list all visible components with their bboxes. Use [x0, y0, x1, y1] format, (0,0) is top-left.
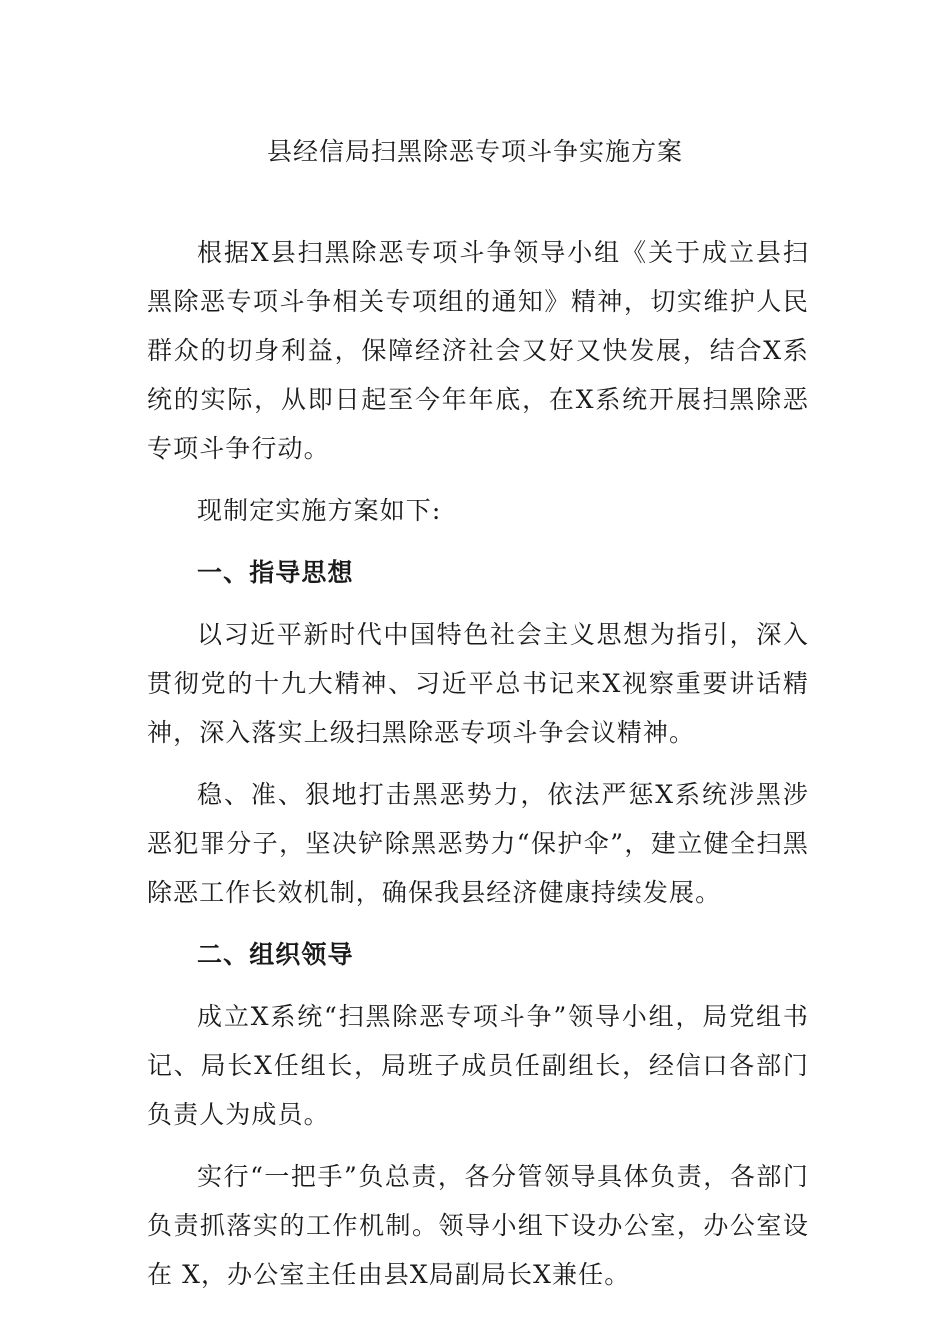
section-heading-organization: 二、组织领导: [197, 940, 354, 969]
section-heading-guiding-ideology: 一、指导思想: [197, 558, 354, 587]
paragraph-organization-1: 成立X系统“扫黑除恶专项斗争”领导小组，局党组书记、局长X任组长，局班子成员任副组长，经信口各部门负责人为成员。: [147, 1002, 809, 1129]
document-title: 县经信局扫黑除恶专项斗争实施方案: [266, 137, 683, 166]
document-body: [147, 228, 809, 1312]
paragraph-plan-lead: 现制定实施方案如下:: [197, 496, 442, 525]
paragraph-organization-2: 实行“一把手”负总责，各分管领导具体负责，各部门负责抓落实的工作机制。领导小组下设办公室，办公室设在 X，办公室主任由县X局副局长X兼任。: [147, 1162, 809, 1289]
paragraph-intro: 根据X县扫黑除恶专项斗争领导小组《关于成立县扫黑除恶专项斗争相关专项组的通知》精神，切实维护人民群众的切身利益，保障经济社会又好又快发展，结合X系统的实际，从即日起至今年年底，在X系统开展扫黑除恶专项斗争行动。: [147, 238, 809, 463]
paragraph-guiding-ideology-1: 以习近平新时代中国特色社会主义思想为指引，深入贯彻党的十九大精神、习近平总书记来X视察重要讲话精神，深入落实上级扫黑除恶专项斗争会议精神。: [147, 620, 809, 747]
paragraph-guiding-ideology-2: 稳、准、狠地打击黑恶势力，依法严惩X系统涉黑涉恶犯罪分子，坚决铲除黑恶势力“保护伞”，建立健全扫黑除恶工作长效机制，确保我县经济健康持续发展。: [147, 780, 809, 907]
